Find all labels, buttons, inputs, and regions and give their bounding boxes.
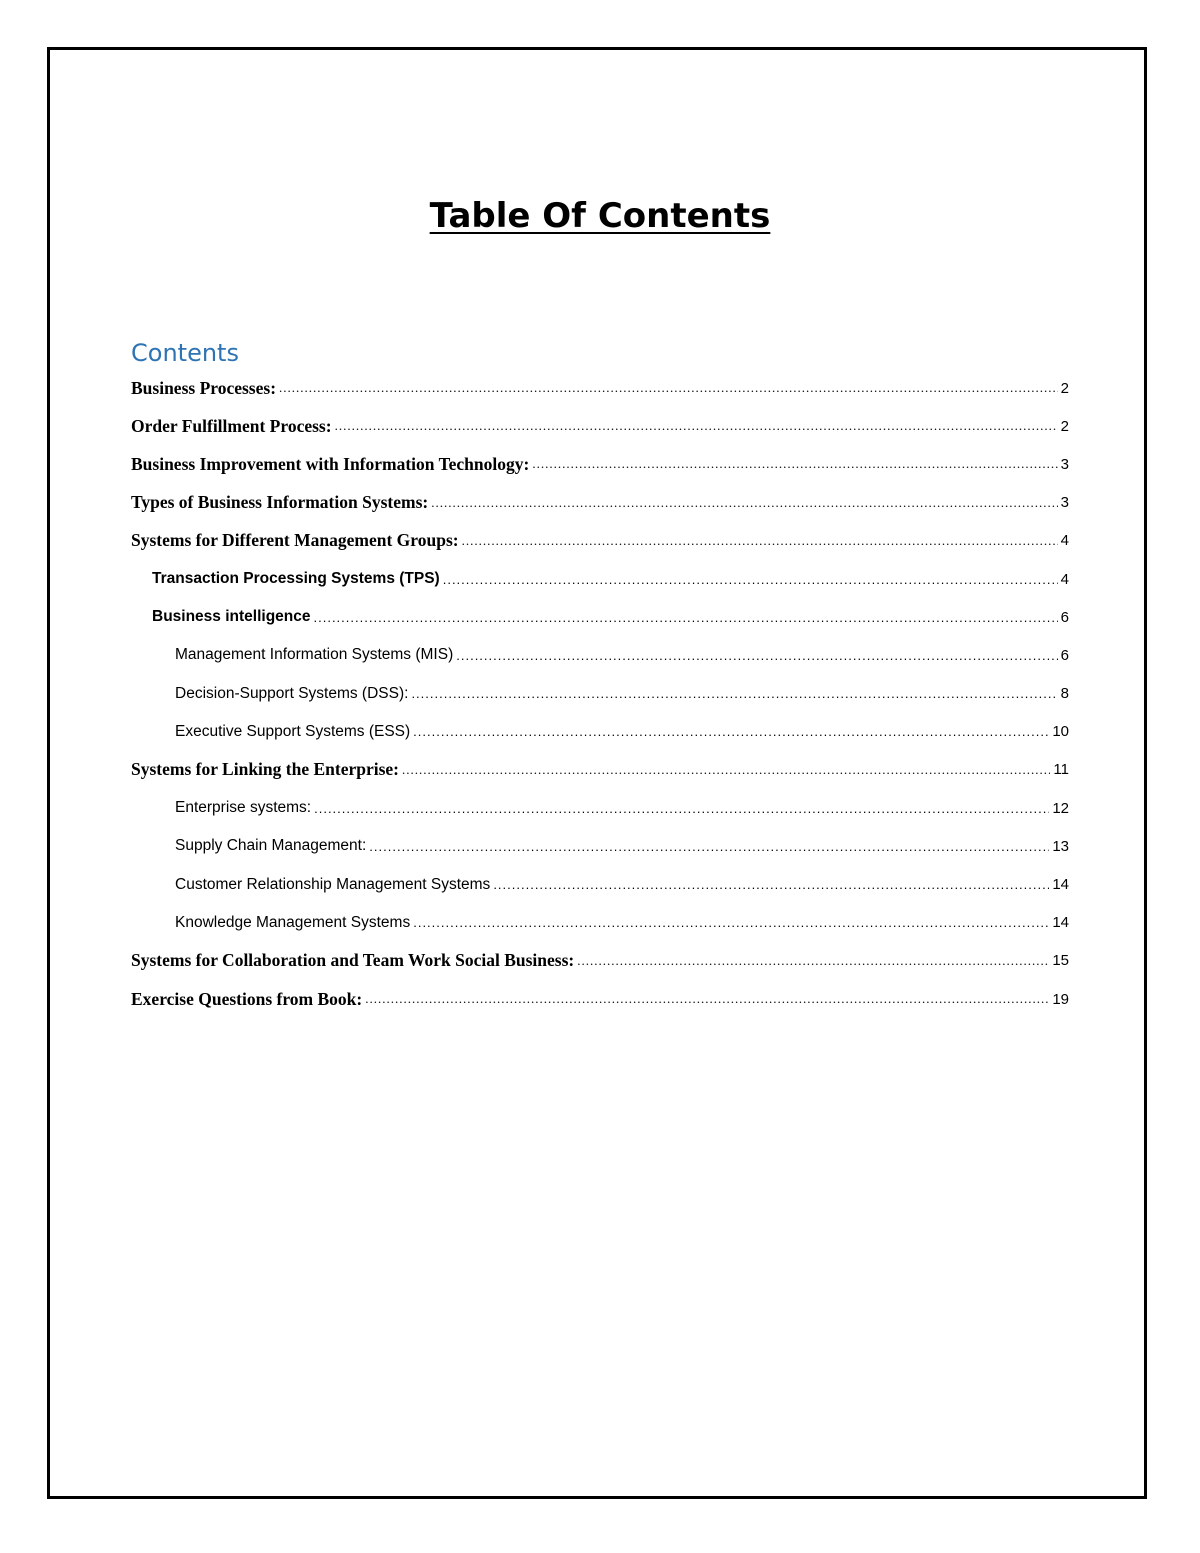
toc-dot-leader xyxy=(335,418,1058,434)
toc-entry-mis[interactable] xyxy=(0,636,1069,674)
toc-entry-page: 13 xyxy=(1052,837,1069,855)
toc-entry-page: 4 xyxy=(1060,532,1069,550)
toc-entry-title: Systems for Linking the Enterprise: xyxy=(131,759,400,780)
toc-dot-leader xyxy=(365,991,1049,1007)
toc-entry-business-processes[interactable] xyxy=(0,369,1069,407)
toc-entry-management-groups[interactable] xyxy=(0,522,1069,560)
toc-entry-title: Management Information Systems (MIS) xyxy=(175,646,454,664)
toc-entry-order-fulfillment[interactable] xyxy=(0,407,1069,445)
toc-entry-supply-chain[interactable] xyxy=(0,827,1069,865)
toc-heading: Contents xyxy=(131,339,239,367)
toc-dot-leader xyxy=(443,572,1058,587)
toc-entry-page: 8 xyxy=(1060,685,1069,703)
toc-entry-page: 6 xyxy=(1060,646,1069,664)
toc-entry-title: Business intelligence xyxy=(152,608,311,626)
toc-entry-page: 3 xyxy=(1060,494,1069,512)
toc-entry-exercise-questions[interactable] xyxy=(0,980,1069,1018)
toc-entry-page: 14 xyxy=(1052,876,1069,894)
toc-dot-leader xyxy=(532,456,1057,472)
toc-entry-title: Systems for Collaboration and Team Work Social Business: xyxy=(131,950,575,971)
page-title-text: Table Of Contents xyxy=(429,196,771,236)
toc-dot-leader xyxy=(279,380,1058,396)
toc-entry-title: Knowledge Management Systems xyxy=(175,913,411,931)
toc-entry-title: Enterprise systems: xyxy=(175,799,312,817)
toc-entry-crm[interactable] xyxy=(0,865,1069,903)
toc-entry-title: Types of Business Information Systems: xyxy=(131,492,429,513)
toc-entry-title: Transaction Processing Systems (TPS) xyxy=(152,570,440,588)
toc-entry-page: 6 xyxy=(1060,608,1069,626)
toc-entry-types-of-bis[interactable] xyxy=(0,484,1069,522)
toc-entry-title: Supply Chain Management: xyxy=(175,837,367,855)
toc-entry-business-intelligence[interactable] xyxy=(0,598,1069,636)
toc-entry-page: 11 xyxy=(1053,761,1069,779)
toc-entry-collaboration[interactable] xyxy=(0,942,1069,980)
toc-entry-title: Customer Relationship Management Systems xyxy=(175,875,491,893)
toc-dot-leader xyxy=(411,686,1057,701)
toc-dot-leader xyxy=(314,610,1058,625)
toc-dot-leader xyxy=(456,648,1057,663)
toc-entry-title: Exercise Questions from Book: xyxy=(131,988,363,1009)
toc-dot-leader xyxy=(462,533,1058,549)
toc-entry-ess[interactable] xyxy=(0,713,1069,751)
toc-entry-linking-enterprise[interactable] xyxy=(0,751,1069,789)
toc-dot-leader xyxy=(413,724,1049,739)
toc-entry-page: 2 xyxy=(1060,417,1069,435)
toc-entry-title: Order Fulfillment Process: xyxy=(131,415,332,436)
toc-dot-leader xyxy=(413,915,1049,930)
toc-entry-page: 14 xyxy=(1052,914,1069,932)
toc-dot-leader xyxy=(431,495,1057,511)
toc-entry-business-improvement[interactable] xyxy=(0,445,1069,483)
toc-dot-leader xyxy=(369,839,1049,854)
toc-entry-page: 12 xyxy=(1052,799,1069,817)
toc-entry-page: 4 xyxy=(1060,570,1069,588)
toc-entry-page: 10 xyxy=(1052,723,1069,741)
toc-dot-leader xyxy=(577,953,1049,969)
toc-entry-title: Systems for Different Management Groups: xyxy=(131,530,459,551)
toc-dot-leader xyxy=(314,801,1049,816)
toc-entry-knowledge-management[interactable] xyxy=(0,904,1069,942)
toc-dot-leader xyxy=(402,762,1050,778)
toc-list xyxy=(0,369,1200,1018)
toc-entry-page: 2 xyxy=(1060,379,1069,397)
toc-entry-title: Business Processes: xyxy=(131,377,277,398)
toc-dot-leader xyxy=(493,877,1049,892)
toc-entry-page: 3 xyxy=(1060,455,1069,473)
toc-entry-title: Decision-Support Systems (DSS): xyxy=(175,684,409,702)
toc-entry-title: Executive Support Systems (ESS) xyxy=(175,722,411,740)
toc-entry-tps[interactable] xyxy=(0,560,1069,598)
toc-entry-dss[interactable] xyxy=(0,675,1069,713)
toc-entry-title: Business Improvement with Information Technology: xyxy=(131,453,530,474)
page-title xyxy=(0,193,1200,239)
toc-entry-enterprise-systems[interactable] xyxy=(0,789,1069,827)
toc-entry-page: 19 xyxy=(1052,990,1069,1008)
toc-entry-page: 15 xyxy=(1052,952,1069,970)
